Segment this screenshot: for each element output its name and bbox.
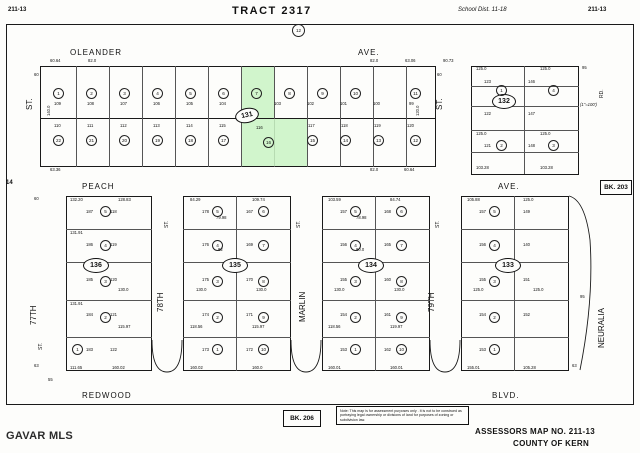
street-label-78th-suffix: ST. [164, 220, 170, 228]
book-box-bottom: BK. 206 [283, 410, 321, 427]
lot-circle: 22 [53, 135, 64, 146]
street-label-redwood-suffix: BLVD. [492, 391, 520, 400]
block-oval-136: 136 [83, 258, 109, 273]
block135-left [183, 196, 184, 371]
street-label-oleander: OLEANDER [70, 48, 123, 57]
dim-label: 178 [202, 209, 209, 214]
lot-circle: 1 [53, 88, 64, 99]
block134-row [322, 337, 430, 338]
lot-circle: 3 [548, 140, 559, 151]
dim-label: 173 [202, 347, 209, 352]
dim-label: 120.0 [415, 105, 420, 116]
dim-label: 176 [202, 242, 209, 247]
dim-label: 118.56 [190, 324, 203, 329]
dim-label: 111.65 [70, 365, 83, 370]
street-label-neuralia: NEURALIA [597, 307, 606, 348]
county-subtitle: COUNTY OF KERN [513, 439, 590, 448]
lot-circle: 9 [258, 312, 269, 323]
dim-label: 170 [246, 277, 253, 282]
lot-circle: 3 [100, 276, 111, 287]
dim-label: 185 [86, 277, 93, 282]
dim-label: 115.97 [252, 324, 265, 329]
border-left [6, 24, 7, 405]
lot-circle: 1 [212, 344, 223, 355]
street-label-peach: PEACH [82, 182, 115, 191]
dim-label: 125.0 [533, 287, 544, 292]
lot-circle-highlighted: 16 [263, 137, 274, 148]
block133-row [461, 229, 569, 230]
lot-circle: 6 [396, 206, 407, 217]
block135-row [183, 337, 291, 338]
topblock-line-top [40, 66, 436, 67]
dim-label: 60.64 [404, 167, 415, 172]
dim-label: 183 [86, 347, 93, 352]
edge-dim-bottom-55: 55 [48, 377, 53, 382]
dim-label: 125.0 [476, 66, 487, 71]
topblock-divider [307, 66, 308, 167]
street-label-oleander-suffix: AVE. [358, 48, 380, 57]
dim-label: 80.0 [356, 247, 365, 252]
dim-label: 146 [528, 79, 535, 84]
lot-circle: 10 [258, 344, 269, 355]
dim-label: 105.88 [467, 197, 480, 202]
border-right [633, 24, 634, 405]
lot-dim: 110 [54, 123, 61, 128]
block132-right [578, 66, 579, 174]
block-oval-132: 132 [492, 94, 516, 109]
lot-circle: 5 [350, 206, 361, 217]
lot-circle: 8 [284, 88, 295, 99]
lot-circle: 13 [373, 135, 384, 146]
dim-label: 155.01 [467, 365, 480, 370]
dim-label: 160.01 [390, 365, 403, 370]
dim-label: 154 [340, 312, 347, 317]
block134-left [322, 196, 323, 371]
lot-circle: 11 [410, 88, 421, 99]
block136-row [66, 337, 152, 338]
dim-label: 160.02 [112, 365, 125, 370]
block132-top [471, 66, 579, 67]
lot-circle: 2 [100, 312, 111, 323]
lot-circle: 12 [410, 135, 421, 146]
topblock-divider [142, 66, 143, 167]
topblock-divider [406, 66, 407, 167]
block135-row [183, 229, 291, 230]
edge-label-left-14: 14 [6, 180, 13, 186]
street-label-77th-suffix: ST. [38, 342, 44, 350]
lot-circle: 2 [212, 312, 223, 323]
topblock-divider [340, 66, 341, 167]
legal-note [336, 406, 469, 425]
scale-note: (1"=100') [580, 102, 597, 107]
dim-label: 118.56 [328, 324, 341, 329]
dim-label: 172 [246, 347, 253, 352]
dim-label: 84.29 [190, 197, 201, 202]
street-label-marlin: MARLIN [298, 291, 307, 322]
lot-circle: 10 [350, 88, 361, 99]
lot-dim: 101 [340, 101, 347, 106]
dim-label: 130.0 [394, 287, 405, 292]
dim-label: 154 [479, 312, 486, 317]
dim-label: 187 [86, 209, 93, 214]
lot-circle: 2 [489, 312, 500, 323]
dim-label: 165 [384, 242, 391, 247]
lot-dim: 120 [407, 123, 414, 128]
lot-dim: 109 [54, 101, 61, 106]
street-label-marlin-suffix: ST. [296, 220, 302, 228]
topblock-divider [175, 66, 176, 167]
lot-dim: 112 [120, 123, 127, 128]
dim-label: 160.0 [252, 365, 263, 370]
block-oval-133: 133 [495, 258, 521, 273]
lot-dim: 100 [373, 101, 380, 106]
border-bottom [6, 404, 634, 405]
dim-label: 125.0 [523, 197, 534, 202]
lot-circle: 1 [489, 344, 500, 355]
block132-row [471, 86, 579, 87]
dim-label: 122 [484, 111, 491, 116]
lot-dim: 105 [186, 101, 193, 106]
block136-left [66, 196, 67, 371]
lot-circle: 3 [119, 88, 130, 99]
dim-label: 171 [246, 312, 253, 317]
block-oval-134: 134 [358, 258, 384, 273]
top-right-label: 211-13 [588, 7, 607, 13]
dim-label: 168 [384, 209, 391, 214]
lot-dim: 117 [308, 123, 315, 128]
lot-circle: 2 [86, 88, 97, 99]
dim-label: 60 [437, 72, 442, 77]
lot-circle: 1 [496, 85, 507, 96]
book-box-right: BK. 203 [600, 180, 632, 195]
dim-label: 148 [528, 143, 535, 148]
lot-circle: 1 [350, 344, 361, 355]
dim-label: 169 [246, 242, 253, 247]
dim-label: 155 [479, 277, 486, 282]
dim-label: 153 [340, 347, 347, 352]
block134-right [429, 196, 430, 371]
dim-label: 60.64 [50, 58, 61, 63]
block136-right [151, 196, 152, 371]
dim-label: 156 [340, 242, 347, 247]
dim-label: 152 [523, 312, 530, 317]
lot-circle: 15 [307, 135, 318, 146]
lot-circle: 4 [548, 85, 559, 96]
lot-dim: 107 [120, 101, 127, 106]
lot-circle: 2 [496, 140, 507, 151]
lot-dim: 106 [153, 101, 160, 106]
dim-label: 140 [523, 242, 530, 247]
block135-row [183, 300, 291, 301]
dim-label: 160 [384, 277, 391, 282]
lot-circle: 5 [185, 88, 196, 99]
dim-label: 63.06 [405, 58, 416, 63]
lot-circle: 5 [100, 206, 111, 217]
lot-circle: 7 [396, 240, 407, 251]
topblock-divider [109, 66, 110, 167]
lot-circle: 18 [185, 135, 196, 146]
border-top [6, 24, 634, 25]
dim-label: 118 [110, 209, 117, 214]
dim-label: 174 [202, 312, 209, 317]
dim-label: 125.0 [540, 131, 551, 136]
dim-label: 151 [523, 277, 530, 282]
dim-label: 162 [384, 347, 391, 352]
lot-circle: 4 [152, 88, 163, 99]
dim-label: 79.98 [216, 215, 227, 220]
block132-left [471, 66, 472, 174]
lot-circle: 3 [350, 276, 361, 287]
dim-label: 186 [86, 242, 93, 247]
lot-circle: 7 [258, 240, 269, 251]
block136-row [66, 262, 152, 263]
top-left-label: 211-13 [8, 7, 27, 13]
dim-label: 153 [479, 347, 486, 352]
highlighted-parcel-116 [242, 119, 307, 166]
dim-label: 125.0 [473, 287, 484, 292]
street-label-peach-suffix: AVE. [498, 182, 520, 191]
block135-right [290, 196, 291, 371]
dim-label: 131.91 [70, 301, 83, 306]
dim-label: 120 [110, 277, 117, 282]
lot-circle: 19 [152, 135, 163, 146]
topblock-line-right [435, 66, 436, 167]
dim-label: 122 [110, 347, 117, 352]
assessors-map-title: ASSESSORS MAP NO. 211-13 [475, 427, 595, 436]
block132-row [471, 152, 579, 153]
dim-label: 82 [218, 247, 223, 252]
street-label-79th: 79TH [427, 292, 436, 312]
block134-mid-vert [375, 196, 376, 371]
dim-label: 119 [110, 242, 117, 247]
dim-label: 103.28 [476, 165, 489, 170]
lot-circle: 5 [212, 206, 223, 217]
lot-circle: 8 [258, 276, 269, 287]
lot-circle: 20 [119, 135, 130, 146]
dim-label: 103.28 [540, 165, 553, 170]
lot-circle: 4 [100, 240, 111, 251]
dim-label: 132.20 [70, 197, 83, 202]
lot-dim: 113 [153, 123, 160, 128]
street-label-neuralia-suffix: RD. [599, 89, 605, 98]
dim-label: 125.0 [476, 131, 487, 136]
street-label-77th: 77TH [29, 305, 38, 325]
dim-label: 82.0 [88, 58, 97, 63]
edge-dim-right2: 95 [580, 294, 585, 299]
edge-dim-right-63: 63 [572, 363, 577, 368]
street-label-79th-suffix: ST. [435, 220, 441, 228]
block132-mid-vert [524, 66, 525, 174]
dim-label: 82.0 [370, 58, 379, 63]
dim-label: 103.59 [328, 197, 341, 202]
block133-left [461, 196, 462, 371]
block133-mid-vert [514, 196, 515, 371]
dim-label: 128.83 [118, 197, 131, 202]
edge-dim-left-63: 63 [34, 363, 39, 368]
lot-dim: 103 [274, 101, 281, 106]
watermark: GAVAR MLS [6, 430, 74, 442]
dim-label: 157 [479, 209, 486, 214]
lot-circle: 4 [212, 240, 223, 251]
dim-label: 155 [340, 277, 347, 282]
edge-dim-right: 95 [582, 65, 587, 70]
block133-right [568, 196, 569, 371]
lot-dim: 102 [307, 101, 314, 106]
dim-label: 157 [340, 209, 347, 214]
lot-circle: 3 [489, 276, 500, 287]
lot-dim: 104 [219, 101, 226, 106]
dim-label: 175 [202, 277, 209, 282]
dim-label: 131.91 [70, 230, 83, 235]
dim-label: 121 [110, 312, 117, 317]
topblock-divider [208, 66, 209, 167]
lot-circle: 9 [317, 88, 328, 99]
topblock-divider [373, 66, 374, 167]
dim-label: 115.97 [118, 324, 131, 329]
topblock-divider [76, 66, 77, 167]
lot-circle: 8 [396, 276, 407, 287]
dim-label: 60 [34, 72, 39, 77]
street-label-78th: 78TH [156, 292, 165, 312]
dim-label: 63.36 [50, 167, 61, 172]
dim-label: 125.0 [540, 66, 551, 71]
block-oval-135: 135 [222, 258, 248, 273]
lot-circle: 17 [218, 135, 229, 146]
dim-label: 78.98 [356, 215, 367, 220]
street-label-st-right: ST. [435, 98, 444, 110]
lot-dim: 119 [374, 123, 381, 128]
lot-circle: 7 [251, 88, 262, 99]
lot-circle: 10 [396, 344, 407, 355]
street-label-redwood: REDWOOD [82, 391, 132, 400]
dim-label: 82.0 [370, 167, 379, 172]
legal-note-text: Note: This map is for assessment purposes only . It is not to be construed as portraying legal ownership or divisions of land for purposes of zoning or subdivision law. [340, 409, 462, 422]
lot-circle: 6 [258, 206, 269, 217]
edge-dim-left-60: 60 [34, 196, 39, 201]
dim-label: 130.0 [334, 287, 345, 292]
dim-label: 160.02 [190, 365, 203, 370]
lot-dim: 114 [186, 123, 193, 128]
lot-dim: 116 [256, 125, 263, 130]
dim-label: 161 [384, 312, 391, 317]
school-district-label: School Dist. 11-18 [458, 7, 507, 13]
dim-label: 130.0 [256, 287, 267, 292]
block133-row [461, 300, 569, 301]
dim-label: 147 [528, 111, 535, 116]
dim-label: 123 [484, 79, 491, 84]
dim-label: 130.0 [196, 287, 207, 292]
tract-marker-12: 12 [292, 24, 305, 37]
lot-circle: 9 [396, 312, 407, 323]
lot-circle: 4 [350, 240, 361, 251]
block134-row [322, 300, 430, 301]
lot-dim: 111 [87, 123, 94, 128]
dim-label: 160.01 [328, 365, 341, 370]
street-label-st-left: ST. [25, 98, 34, 110]
block132-row [471, 130, 579, 131]
dim-label: 84.74 [390, 197, 401, 202]
lot-circle: 3 [212, 276, 223, 287]
lot-circle: 14 [340, 135, 351, 146]
dim-label: 90.73 [443, 58, 454, 63]
block133-row [461, 337, 569, 338]
block135-mid-vert [236, 196, 237, 371]
block134-row [322, 229, 430, 230]
dim-label: 149 [523, 209, 530, 214]
dim-label: 105.28 [523, 365, 536, 370]
dim-label: 184 [86, 312, 93, 317]
dim-label: 119.97 [390, 324, 403, 329]
dim-label: 167 [246, 209, 253, 214]
lot-circle: 1 [72, 344, 83, 355]
lot-dim: 99 [409, 101, 414, 106]
lot-circle: 5 [489, 206, 500, 217]
dim-label: 121 [484, 143, 491, 148]
block132-row [471, 106, 579, 107]
dim-label: 156 [479, 242, 486, 247]
lot-circle: 21 [86, 135, 97, 146]
dim-label: 130.0 [118, 287, 129, 292]
block-oval-131: 131 [234, 106, 261, 126]
lot-circle: 2 [350, 312, 361, 323]
lot-circle: 4 [489, 240, 500, 251]
dim-label: 140.0 [46, 105, 51, 116]
dim-label: 109.74 [252, 197, 265, 202]
lot-dim: 115 [219, 123, 226, 128]
page-title: TRACT 2317 [232, 5, 312, 17]
lot-dim: 108 [87, 101, 94, 106]
block132-bottom [471, 174, 579, 175]
lot-circle: 6 [218, 88, 229, 99]
lot-dim: 118 [341, 123, 348, 128]
topblock-line-left [40, 66, 41, 167]
